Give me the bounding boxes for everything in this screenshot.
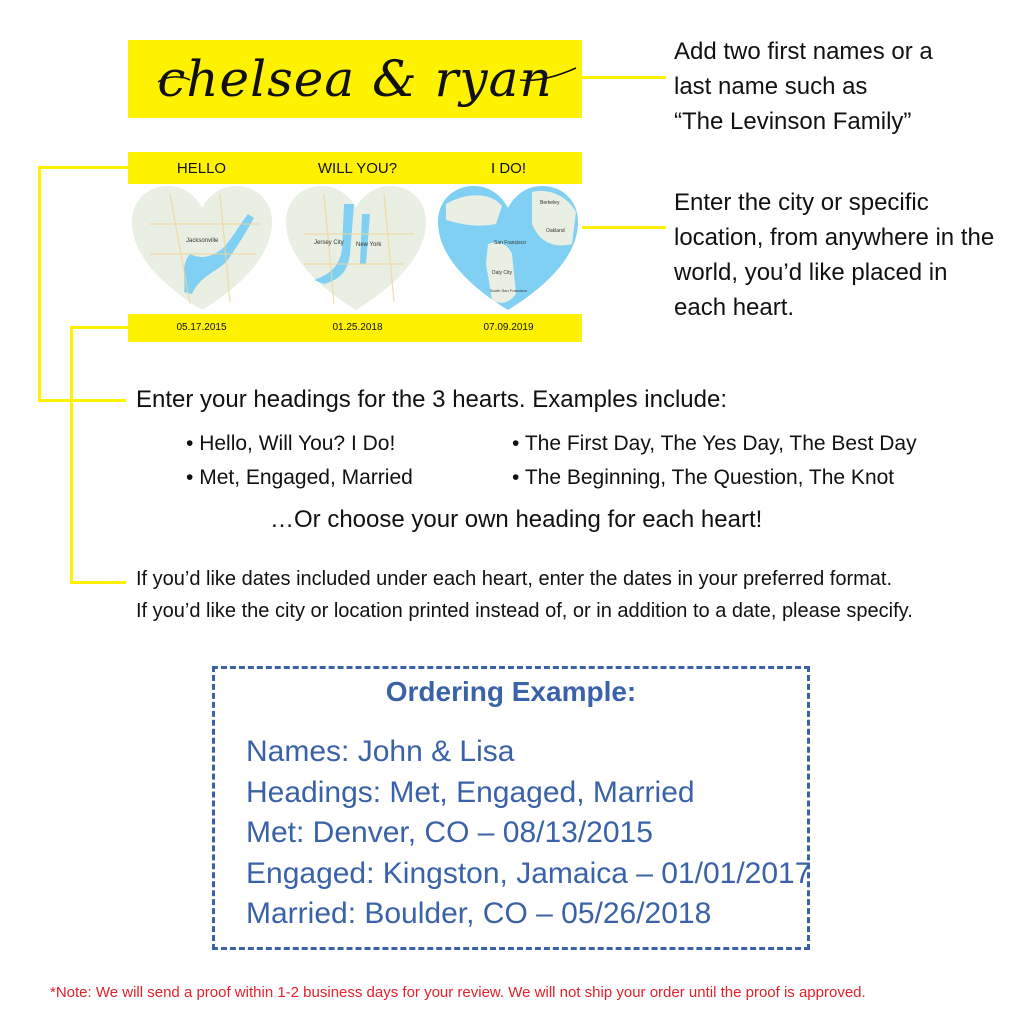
names-script-text: chelsea & ryan [157,50,553,108]
heart-date-1: 05.17.2015 [176,322,227,333]
connector-dates-vertical [70,326,73,584]
map-label-jersey-city: Jersey City [314,240,344,246]
connector-dates-top [70,326,128,329]
location-instruction-line-3: world, you’d like placed in [674,259,948,286]
bullet-icon: • [186,466,194,489]
map-hearts [128,184,582,314]
bullet-icon: • [186,432,194,455]
connector-names [582,76,666,79]
ordering-example-line-names: Names: John & Lisa [246,735,515,768]
heart-map-2 [286,186,426,310]
bullet-icon: • [512,466,520,489]
heart-heading-1: HELLO [176,160,227,177]
heart-map-1 [132,186,272,310]
example-left-1 [186,432,395,456]
map-label-san-francisco: San Francisco [494,240,526,246]
names-instruction [674,34,1014,139]
location-instruction-line-4: each heart. [674,294,795,321]
example-right-2 [512,466,894,490]
map-label-berkeley: Berkeley [540,200,560,206]
ordering-example-title: Ordering Example: [385,676,637,707]
map-label-jacksonville: Jacksonville [186,238,219,244]
proof-note: *Note: We will send a proof within 1-2 business days for your review. We will not ship your order until the proof is approved. [50,984,866,1001]
names-instruction-line-3: “The Levinson Family” [674,108,912,135]
dates-instruction-line-1: If you’d like dates included under each heart, enter the dates in your preferred format. [136,568,892,590]
location-instruction-line-2: location, from anywhere in the [674,224,995,251]
dates-instruction-line-2: If you’d like the city or location printed instead of, or in addition to a date, please specify. [136,600,913,622]
connector-dates-bottom [70,581,126,584]
example-right-1-text: The First Day, The Yes Day, The Best Day [524,432,917,455]
own-heading-note: …Or choose your own heading for each heart! [270,506,763,533]
map-label-south-san-francisco: South San Francisco [490,288,528,293]
example-right-1 [512,432,917,456]
map-label-oakland: Oakland [546,228,565,234]
connector-location [582,226,666,229]
map-label-daly-city: Daly City [492,270,513,276]
heart-heading-2: WILL YOU? [317,160,398,177]
location-instruction [674,185,1019,325]
names-instruction-line-1: Add two first names or a [674,38,933,65]
location-instruction-line-1: Enter the city or specific [674,189,929,216]
example-left-1-text: Hello, Will You? I Do! [199,432,396,455]
connector-headings-top [38,166,128,169]
example-left-2-text: Met, Engaged, Married [199,466,413,489]
ordering-example-line-met: Met: Denver, CO – 08/13/2015 [246,816,653,849]
example-left-2 [186,466,413,490]
names-instruction-line-2: last name such as [674,73,868,100]
headings-intro: Enter your headings for the 3 hearts. Examples include: [136,386,727,413]
heart-heading-3: I DO! [490,160,526,177]
heart-date-2: 01.25.2018 [332,322,383,333]
ordering-example-lines [246,732,811,935]
ordering-example-line-married: Married: Boulder, CO – 05/26/2018 [246,897,712,930]
ordering-example-line-engaged: Engaged: Kingston, Jamaica – 01/01/2017 [246,856,812,890]
connector-headings-bottom [38,399,126,402]
ordering-example-line-headings: Headings: Met, Engaged, Married [246,775,695,809]
heart-date-3: 07.09.2019 [483,322,534,333]
example-right-2-text: The Beginning, The Question, The Knot [524,466,895,489]
connector-headings-vertical [38,166,41,402]
bullet-icon: • [512,432,520,455]
map-label-new-york: New York [356,242,382,248]
